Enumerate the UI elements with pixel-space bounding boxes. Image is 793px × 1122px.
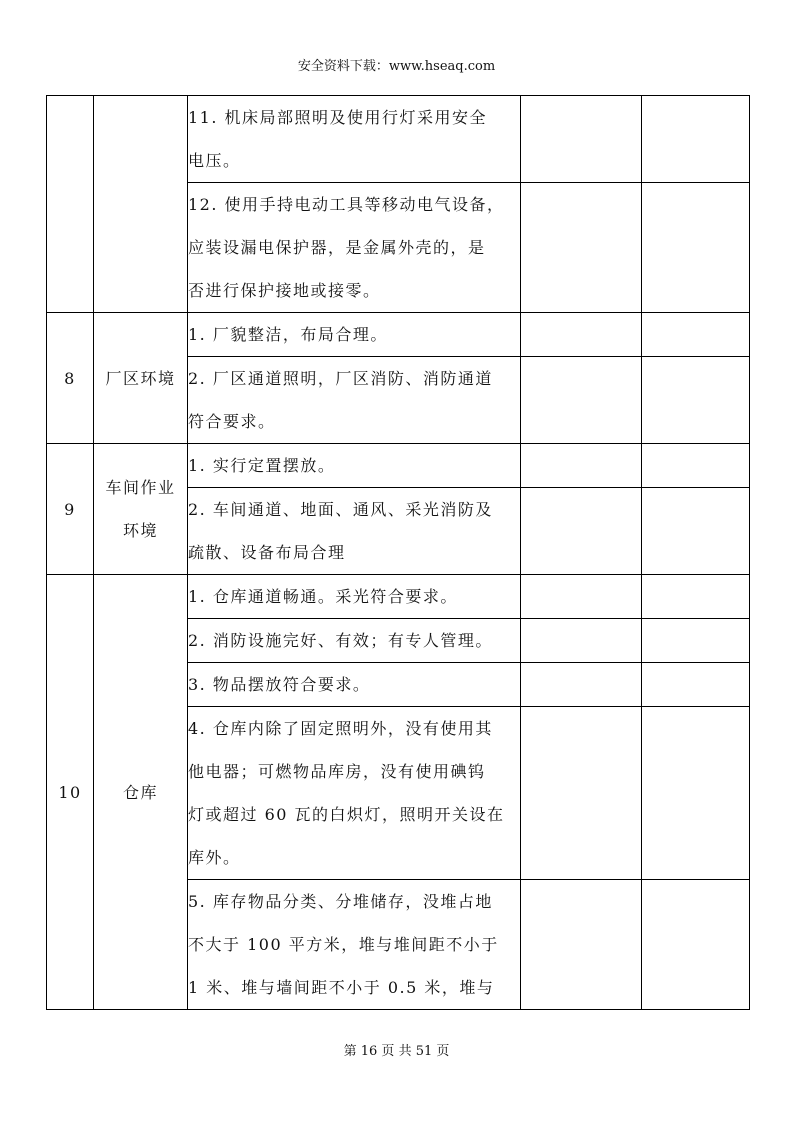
check-item-text: 1. 厂貌整洁，布局合理。 — [188, 313, 521, 357]
item-category: 车间作业 环境 — [94, 444, 188, 575]
remark-cell — [642, 575, 750, 619]
remark-cell — [642, 96, 750, 183]
item-category: 厂区环境 — [94, 313, 188, 444]
result-cell — [521, 880, 642, 1010]
check-item-text: 1. 实行定置摆放。 — [188, 444, 521, 488]
page-footer: 第 16 页 共 51 页 — [343, 1044, 450, 1059]
check-item-text: 2. 厂区通道照明，厂区消防、消防通道 符合要求。 — [188, 357, 521, 444]
item-number: 8 — [47, 313, 94, 444]
check-item-text: 2. 消防设施完好、有效；有专人管理。 — [188, 619, 521, 663]
result-cell — [521, 183, 642, 313]
check-item-text: 5. 库存物品分类、分堆储存，没堆占地 不大于 100 平方米，堆与堆间距不小于 1 米、堆与墙间距不小于 0.5 米，堆与 — [188, 880, 521, 1010]
result-cell — [521, 619, 642, 663]
check-item-text: 11. 机床局部照明及使用行灯采用安全 电压。 — [188, 96, 521, 183]
item-number: 9 — [47, 444, 94, 575]
table-row — [47, 96, 750, 183]
inspection-table — [46, 95, 750, 1010]
check-item-text: 3. 物品摆放符合要求。 — [188, 663, 521, 707]
remark-cell — [642, 183, 750, 313]
result-cell — [521, 313, 642, 357]
check-item-text: 2. 车间通道、地面、通风、采光消防及 疏散、设备布局合理 — [188, 488, 521, 575]
table-row — [47, 444, 750, 488]
table-row — [47, 313, 750, 357]
item-number — [47, 96, 94, 313]
item-category — [94, 96, 188, 313]
remark-cell — [642, 444, 750, 488]
remark-cell — [642, 663, 750, 707]
result-cell — [521, 96, 642, 183]
remark-cell — [642, 488, 750, 575]
remark-cell — [642, 880, 750, 1010]
item-category: 仓库 — [94, 575, 188, 1010]
item-number: 10 — [47, 575, 94, 1010]
result-cell — [521, 575, 642, 619]
result-cell — [521, 663, 642, 707]
remark-cell — [642, 313, 750, 357]
remark-cell — [642, 619, 750, 663]
result-cell — [521, 357, 642, 444]
check-item-text: 1. 仓库通道畅通。采光符合要求。 — [188, 575, 521, 619]
check-item-text: 4. 仓库内除了固定照明外，没有使用其 他电器；可燃物品库房，没有使用碘钨 灯或超过 60 瓦的白炽灯，照明开关设在 库外。 — [188, 707, 521, 880]
remark-cell — [642, 357, 750, 444]
result-cell — [521, 707, 642, 880]
page-header: 安全资料下载：www.hseaq.com — [297, 59, 496, 74]
check-item-text: 12. 使用手持电动工具等移动电气设备， 应装设漏电保护器，是金属外壳的，是 否进行保护接地或接零。 — [188, 183, 521, 313]
result-cell — [521, 444, 642, 488]
remark-cell — [642, 707, 750, 880]
table-row — [47, 575, 750, 619]
result-cell — [521, 488, 642, 575]
